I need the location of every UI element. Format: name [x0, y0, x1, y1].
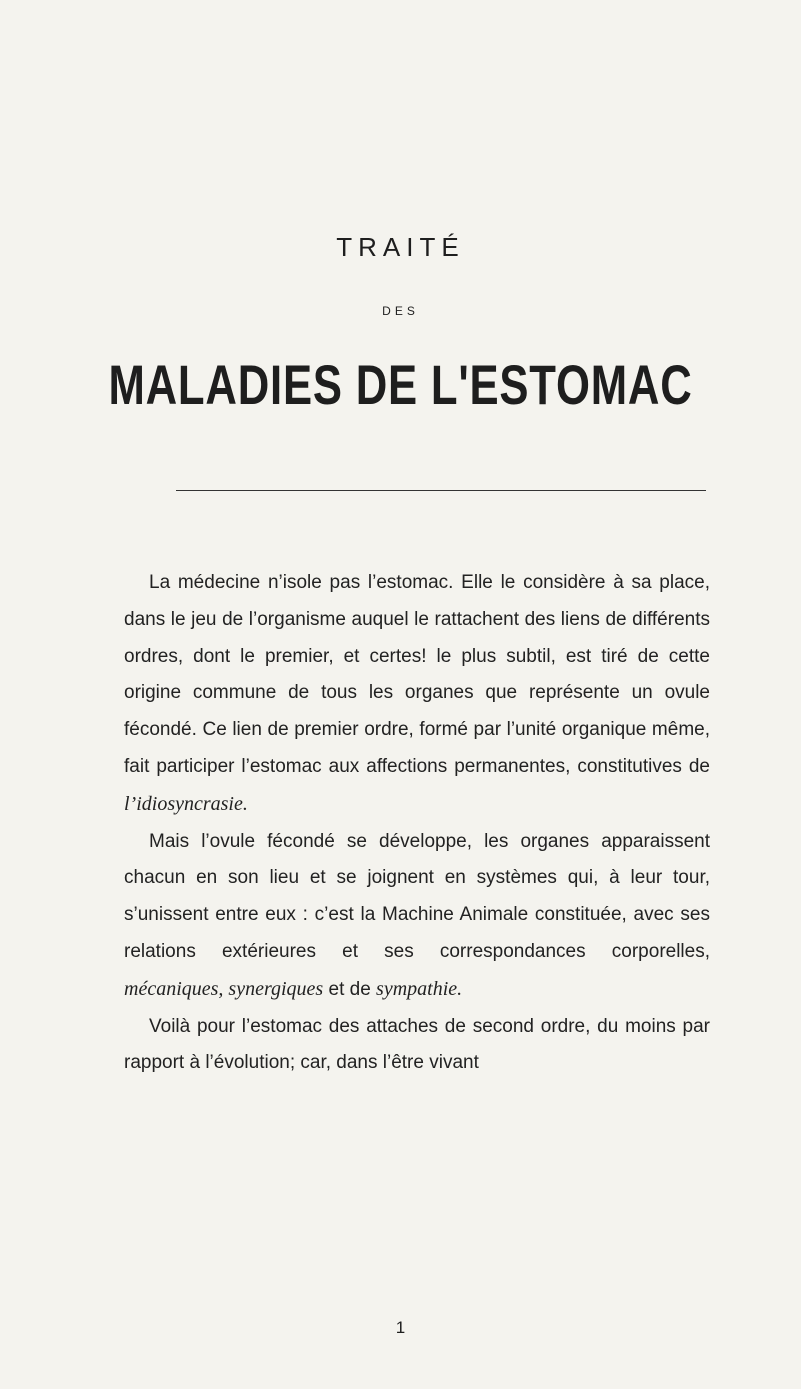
- title-main: MALADIES DE L'ESTOMAC: [108, 353, 693, 416]
- title-traite: TRAITÉ: [336, 232, 465, 262]
- p1-text: La médecine n’isole pas l’estomac. Elle le considère à sa place, dans le jeu de l’organisme auquel le rattachent des liens de différents ordres, dont le premier, et certes! le plus subtil, est tiré de cette origine commune de tous les organes que représente un ovule fécondé. Ce lien de premier ordre, formé par l’unité organique même, fait participer l’estomac aux affections permanentes, constitutives de: [124, 572, 710, 777]
- p1-italic-idiosyncrasie: l’idiosyncrasie.: [124, 792, 248, 815]
- p3-text: Voilà pour l’estomac des attaches de second ordre, du moins par rapport à l’évolution; car, dans l’être vivant: [124, 1015, 710, 1074]
- body-text: [124, 565, 710, 1082]
- p2-italic-separator: ,: [218, 977, 229, 1000]
- p2-text-a: Mais l’ovule fécondé se développe, les organes apparaissent chacun en son lieu et se joignent en systèmes qui, à leur tour, s’unissent entre eux : c’est la Machine Animale constituée, avec ses relations extérieures et ses correspondances corporelles,: [124, 830, 710, 962]
- p2-italic-synergiques: synergiques: [228, 977, 324, 1000]
- p2-italic-mecaniques: mécaniques: [124, 977, 219, 1000]
- paragraph-1: [124, 565, 710, 824]
- paragraph-2: [124, 824, 710, 1009]
- title-des: DES: [382, 304, 419, 318]
- title-divider: [176, 490, 706, 491]
- p2-italic-sympathie: sympathie.: [376, 977, 463, 1000]
- paragraph-3: [124, 1009, 710, 1083]
- page-number: 1: [395, 1318, 406, 1337]
- p2-text-b: et de: [323, 978, 377, 1000]
